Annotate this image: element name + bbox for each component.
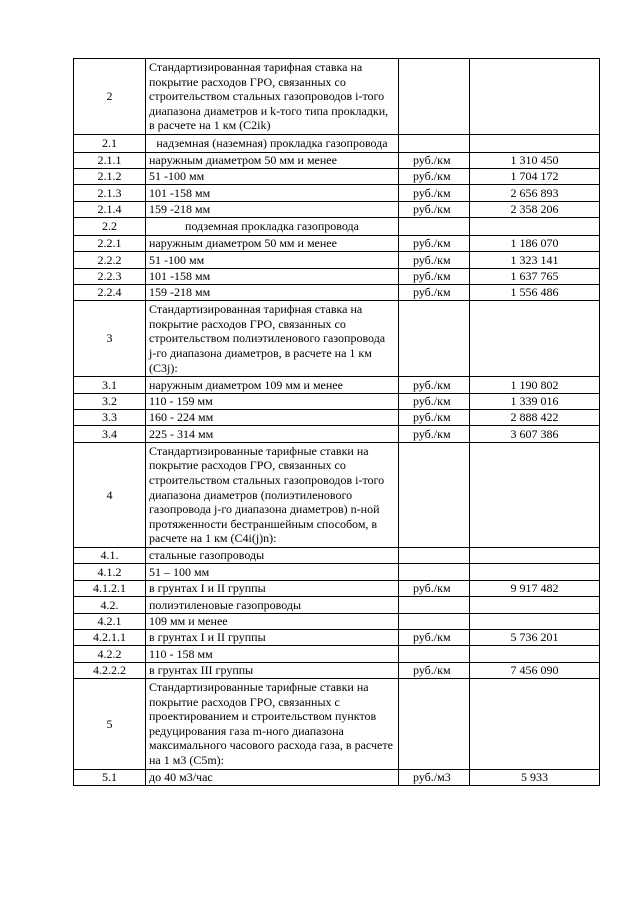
row-description-cell: Стандартизированные тарифные ставки на покрытие расходов ГРО, связанных со строительством стальных газопроводов i-того диапазона диаметров (полиэтиленового газопровода j-го диапазона диаметров) n-ной протяженности бестраншейным способом, в расчете на 1 км (С4i(j)n): xyxy=(146,442,399,547)
row-description-cell: 159 -218 мм xyxy=(146,284,399,300)
row-unit-cell xyxy=(399,646,470,662)
row-unit-cell xyxy=(399,59,470,135)
row-unit-cell: руб./км xyxy=(399,185,470,201)
table-row xyxy=(74,218,600,236)
table-row xyxy=(74,201,600,217)
row-value-cell: 1 310 450 xyxy=(470,152,600,168)
row-number-cell: 4.2.1.1 xyxy=(74,629,146,645)
row-description-cell: 225 - 314 мм xyxy=(146,426,399,442)
row-unit-cell: руб./км xyxy=(399,268,470,284)
table-row xyxy=(74,393,600,409)
row-number-cell: 4.2.1 xyxy=(74,613,146,629)
table-row xyxy=(74,580,600,596)
row-unit-cell: руб./км xyxy=(399,168,470,184)
table-row xyxy=(74,613,600,629)
row-number-cell: 2.1.3 xyxy=(74,185,146,201)
row-value-cell xyxy=(470,564,600,580)
row-description-cell: 51 -100 мм xyxy=(146,252,399,268)
row-number-cell: 4.2.2.2 xyxy=(74,662,146,678)
row-description-cell: подземная прокладка газопровода xyxy=(146,218,399,236)
table-row xyxy=(74,769,600,785)
row-description-cell: наружным диаметром 50 мм и менее xyxy=(146,152,399,168)
row-unit-cell: руб./км xyxy=(399,201,470,217)
row-value-cell: 1 637 765 xyxy=(470,268,600,284)
row-number-cell: 2.1.1 xyxy=(74,152,146,168)
row-value-cell: 3 607 386 xyxy=(470,426,600,442)
row-description-cell: наружным диаметром 109 мм и менее xyxy=(146,377,399,393)
row-value-cell: 5 736 201 xyxy=(470,629,600,645)
table-row xyxy=(74,152,600,168)
row-value-cell: 1 556 486 xyxy=(470,284,600,300)
row-unit-cell: руб./км xyxy=(399,629,470,645)
table-row xyxy=(74,284,600,300)
row-description-cell: полиэтиленовые газопроводы xyxy=(146,597,399,613)
row-number-cell: 4.2. xyxy=(74,597,146,613)
row-description-cell: стальные газопроводы xyxy=(146,547,399,563)
row-number-cell: 3.4 xyxy=(74,426,146,442)
table-row xyxy=(74,168,600,184)
row-value-cell xyxy=(470,646,600,662)
table-row xyxy=(74,662,600,678)
row-description-cell: Стандартизированная тарифная ставка на покрытие расходов ГРО, связанных со строительством полиэтиленового газопровода j-го диапазона диаметров, в расчете на 1 км (С3j): xyxy=(146,301,399,377)
row-unit-cell: руб./м3 xyxy=(399,769,470,785)
table-row xyxy=(74,59,600,135)
row-number-cell: 5 xyxy=(74,679,146,770)
row-unit-cell: руб./км xyxy=(399,377,470,393)
table-row xyxy=(74,252,600,268)
table-row xyxy=(74,442,600,547)
table-row xyxy=(74,597,600,613)
row-unit-cell xyxy=(399,134,470,152)
row-number-cell: 3.1 xyxy=(74,377,146,393)
row-value-cell: 1 323 141 xyxy=(470,252,600,268)
table-row xyxy=(74,629,600,645)
row-description-cell: 109 мм и менее xyxy=(146,613,399,629)
row-number-cell: 2.1.4 xyxy=(74,201,146,217)
tariff-rates-table xyxy=(73,58,600,786)
table-body xyxy=(74,59,600,786)
row-unit-cell xyxy=(399,613,470,629)
table-row xyxy=(74,410,600,426)
row-description-cell: 51 -100 мм xyxy=(146,168,399,184)
row-value-cell: 7 456 090 xyxy=(470,662,600,678)
row-description-cell: 101 -158 мм xyxy=(146,185,399,201)
row-unit-cell: руб./км xyxy=(399,662,470,678)
row-description-cell: 101 -158 мм xyxy=(146,268,399,284)
row-value-cell: 1 339 016 xyxy=(470,393,600,409)
row-unit-cell: руб./км xyxy=(399,426,470,442)
row-number-cell: 3 xyxy=(74,301,146,377)
row-number-cell: 4.1.2.1 xyxy=(74,580,146,596)
row-value-cell: 5 933 xyxy=(470,769,600,785)
table-row xyxy=(74,185,600,201)
row-unit-cell xyxy=(399,442,470,547)
row-description-cell: Стандартизированная тарифная ставка на покрытие расходов ГРО, связанных со строительством стальных газопроводов i-того диапазона диаметров и k-того типа прокладки, в расчете на 1 км (С2ik) xyxy=(146,59,399,135)
row-value-cell xyxy=(470,301,600,377)
row-unit-cell: руб./км xyxy=(399,410,470,426)
table-row xyxy=(74,134,600,152)
row-description-cell: наружным диаметром 50 мм и менее xyxy=(146,235,399,251)
row-value-cell: 1 704 172 xyxy=(470,168,600,184)
row-description-cell: надземная (наземная) прокладка газопровода xyxy=(146,134,399,152)
row-number-cell: 3.2 xyxy=(74,393,146,409)
row-description-cell: в грунтах I и II группы xyxy=(146,629,399,645)
row-unit-cell xyxy=(399,547,470,563)
table-row xyxy=(74,426,600,442)
row-value-cell xyxy=(470,597,600,613)
row-value-cell xyxy=(470,613,600,629)
table-row xyxy=(74,646,600,662)
row-description-cell: 51 – 100 мм xyxy=(146,564,399,580)
row-number-cell: 2.2.1 xyxy=(74,235,146,251)
row-value-cell: 1 186 070 xyxy=(470,235,600,251)
row-unit-cell: руб./км xyxy=(399,252,470,268)
row-number-cell: 4.2.2 xyxy=(74,646,146,662)
row-value-cell xyxy=(470,547,600,563)
table-row xyxy=(74,377,600,393)
row-value-cell xyxy=(470,218,600,236)
table-row xyxy=(74,268,600,284)
row-number-cell: 2 xyxy=(74,59,146,135)
row-value-cell xyxy=(470,59,600,135)
row-description-cell: 110 - 158 мм xyxy=(146,646,399,662)
row-number-cell: 2.1 xyxy=(74,134,146,152)
row-value-cell: 1 190 802 xyxy=(470,377,600,393)
row-unit-cell: руб./км xyxy=(399,393,470,409)
row-description-cell: 110 - 159 мм xyxy=(146,393,399,409)
row-description-cell: Стандартизированные тарифные ставки на покрытие расходов ГРО, связанных с проектированием и строительством пунктов редуцирования газа m-ного диапазона максимального часового расхода газа, в расчете на 1 м3 (С5m): xyxy=(146,679,399,770)
row-value-cell xyxy=(470,679,600,770)
row-unit-cell xyxy=(399,597,470,613)
row-description-cell: в грунтах III группы xyxy=(146,662,399,678)
table-row xyxy=(74,679,600,770)
row-number-cell: 4.1.2 xyxy=(74,564,146,580)
row-description-cell: 159 -218 мм xyxy=(146,201,399,217)
row-unit-cell xyxy=(399,218,470,236)
row-number-cell: 2.2.2 xyxy=(74,252,146,268)
row-description-cell: в грунтах I и II группы xyxy=(146,580,399,596)
row-number-cell: 2.2 xyxy=(74,218,146,236)
row-value-cell: 2 888 422 xyxy=(470,410,600,426)
row-unit-cell: руб./км xyxy=(399,284,470,300)
row-number-cell: 2.2.4 xyxy=(74,284,146,300)
row-description-cell: 160 - 224 мм xyxy=(146,410,399,426)
table-row xyxy=(74,301,600,377)
row-unit-cell: руб./км xyxy=(399,580,470,596)
row-unit-cell xyxy=(399,679,470,770)
table-row xyxy=(74,235,600,251)
row-description-cell: до 40 м3/час xyxy=(146,769,399,785)
row-unit-cell: руб./км xyxy=(399,152,470,168)
row-unit-cell xyxy=(399,564,470,580)
row-number-cell: 5.1 xyxy=(74,769,146,785)
row-number-cell: 4.1. xyxy=(74,547,146,563)
table-row xyxy=(74,564,600,580)
row-value-cell: 2 656 893 xyxy=(470,185,600,201)
row-number-cell: 3.3 xyxy=(74,410,146,426)
row-value-cell: 9 917 482 xyxy=(470,580,600,596)
row-number-cell: 2.1.2 xyxy=(74,168,146,184)
row-value-cell xyxy=(470,134,600,152)
row-unit-cell: руб./км xyxy=(399,235,470,251)
row-value-cell: 2 358 206 xyxy=(470,201,600,217)
row-number-cell: 2.2.3 xyxy=(74,268,146,284)
table-row xyxy=(74,547,600,563)
row-value-cell xyxy=(470,442,600,547)
row-unit-cell xyxy=(399,301,470,377)
row-number-cell: 4 xyxy=(74,442,146,547)
